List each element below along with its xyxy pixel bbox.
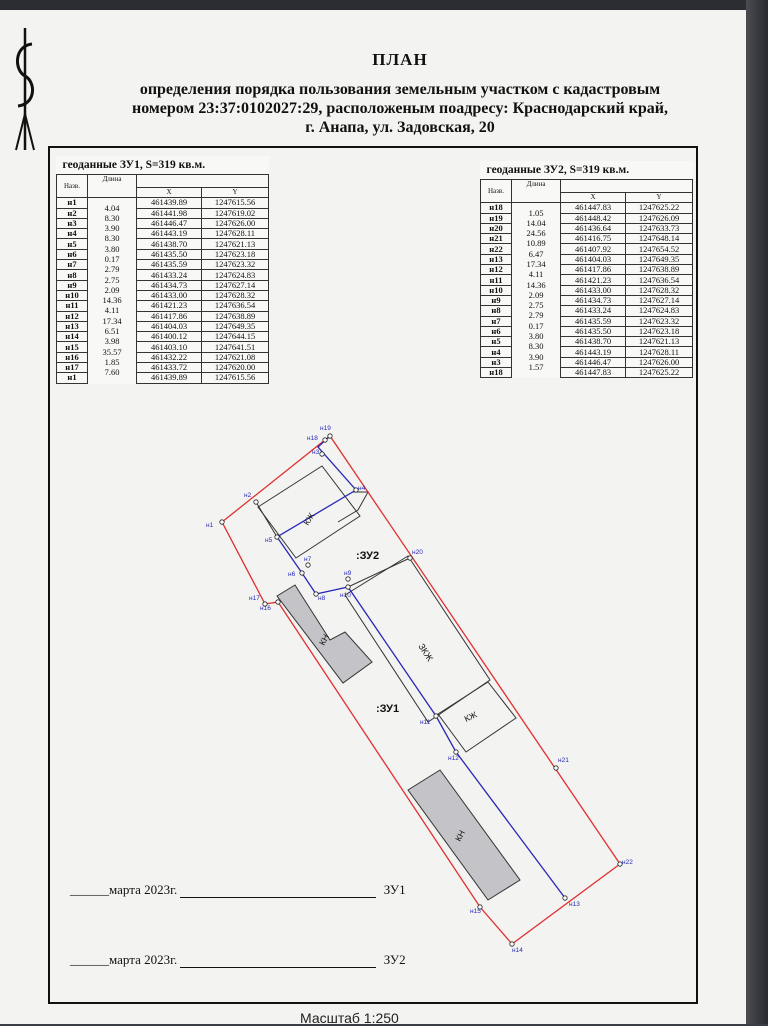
coord-x: 461404.03 (137, 321, 202, 331)
point-name: н1 (57, 373, 88, 383)
vertex-point (275, 535, 279, 539)
coord-y: 1247620.00 (202, 363, 269, 373)
coord-y: 1247628.32 (202, 290, 269, 300)
coord-y: 1247638.89 (202, 311, 269, 321)
point-name: н20 (481, 223, 512, 233)
segment-length-value: 2.75 (528, 300, 544, 311)
vertex-label: н19 (320, 425, 331, 432)
segment-length-value: 8.30 (104, 233, 120, 244)
signature-day-blank: ______ (70, 952, 109, 967)
coord-y: 1247649.35 (202, 321, 269, 331)
building-label-kn-1: КН (316, 632, 331, 647)
coord-y: 1247621.13 (202, 239, 269, 249)
coord-y: 1247628.32 (626, 285, 693, 295)
vertex-point (510, 942, 514, 946)
vertex-label: н12 (448, 755, 459, 762)
point-name: н13 (481, 254, 512, 264)
vertex-point (563, 896, 567, 900)
segment-length-value: 14.36 (102, 295, 122, 306)
point-name: н11 (481, 275, 512, 285)
vertex-label: н15 (470, 908, 481, 915)
coord-x: 461433.00 (137, 290, 202, 300)
point-name: н18 (481, 203, 512, 213)
vertex-label: н6 (288, 571, 296, 578)
coord-y: 1247628.11 (202, 229, 269, 239)
segment-length-value: 8.30 (528, 341, 544, 352)
coord-y: 1247626.00 (626, 357, 693, 367)
coord-y: 1247621.13 (626, 337, 693, 347)
point-name: н6 (57, 249, 88, 259)
segment-length-value: 3.90 (104, 223, 120, 234)
coord-x: 461436.64 (561, 223, 626, 233)
table-caption: геоданные ЗУ2, S=319 кв.м. (486, 163, 630, 176)
table-caption: геоданные ЗУ1, S=319 кв.м. (62, 158, 206, 171)
point-name: н18 (481, 368, 512, 378)
coord-y: 1247619.02 (202, 208, 269, 218)
vertex-label: н16 (260, 605, 271, 612)
coord-y: 1247624.83 (202, 270, 269, 280)
segment-length-value: 0.17 (104, 253, 120, 264)
vertex-label: н10 (340, 592, 351, 599)
vertex-label: н4 (358, 485, 366, 492)
coord-x: 461416.75 (561, 234, 626, 244)
vertex-point (306, 563, 310, 567)
coord-y: 1247636.54 (202, 301, 269, 311)
vertex-label: н11 (420, 719, 431, 726)
coord-y: 1247638.89 (626, 265, 693, 275)
coord-x: 461446.47 (561, 357, 626, 367)
point-name: н10 (57, 290, 88, 300)
coord-x: 461421.23 (561, 275, 626, 285)
coord-x: 461400.12 (137, 332, 202, 342)
vertex-label: н17 (249, 595, 260, 602)
land-plot-plan (0, 10, 746, 1024)
column-header: Y (626, 193, 693, 203)
segment-length-value: 0.17 (528, 320, 544, 331)
vertex-label: н9 (344, 570, 352, 577)
segment-length-value: 3.80 (104, 243, 120, 254)
point-name: н21 (481, 234, 512, 244)
coord-y: 1247625.22 (626, 203, 693, 213)
coord-y: 1247626.09 (626, 213, 693, 223)
zone-label-zu2: :ЗУ2 (356, 550, 380, 562)
coord-x: 461434.73 (137, 280, 202, 290)
point-name: н7 (481, 316, 512, 326)
vertex-point (328, 434, 332, 438)
vertex-point (323, 438, 327, 442)
coord-y: 1247654.52 (626, 244, 693, 254)
coord-y: 1247627.14 (202, 280, 269, 290)
subtitle-line-2: номером 23:37:0102027:29, расположеным поадресу: Краснодарский край, (131, 100, 669, 117)
point-name: н12 (57, 311, 88, 321)
coord-y: 1247625.22 (626, 368, 693, 378)
signature-blank (180, 967, 376, 968)
segment-length-value: 14.36 (526, 279, 546, 290)
coord-x: 461433.24 (137, 270, 202, 280)
segment-length-value: 3.80 (528, 331, 544, 341)
coord-x: 461435.59 (137, 260, 202, 270)
segment-length-value: 10.89 (526, 238, 546, 249)
division-line (277, 436, 565, 898)
coord-y: 1247623.32 (626, 316, 693, 326)
vertex-point (346, 585, 350, 589)
coord-y: 1247623.18 (626, 326, 693, 336)
segment-length-value: 4.11 (528, 269, 544, 280)
segment-length-value: 1.05 (528, 207, 544, 218)
point-name: н14 (57, 332, 88, 342)
segment-length-value: 3.98 (104, 336, 120, 347)
signature-blank (180, 897, 376, 898)
signature-date: марта 2023г. (109, 952, 178, 967)
segment-length-value: 4.11 (104, 305, 120, 316)
segment-length-value: 2.09 (104, 284, 120, 295)
segment-length-value: 17.34 (526, 258, 546, 269)
point-name: н19 (481, 213, 512, 223)
point-name: н6 (481, 326, 512, 336)
point-name: н16 (57, 352, 88, 362)
coord-x: 461447.83 (561, 203, 626, 213)
point-name: н9 (57, 280, 88, 290)
coord-y: 1247624.83 (626, 306, 693, 316)
coord-x: 461443.19 (137, 229, 202, 239)
segment-length-value: 17.34 (102, 315, 122, 326)
coord-x: 461433.24 (561, 306, 626, 316)
point-name: н4 (481, 347, 512, 357)
column-header: Y (202, 188, 269, 198)
column-header: Длина (88, 175, 137, 198)
column-header: Длина (512, 180, 561, 203)
signature-zone: ЗУ1 (383, 882, 406, 897)
point-name: н7 (57, 260, 88, 270)
vertex-point (276, 600, 280, 604)
coord-x: 461441.98 (137, 208, 202, 218)
vertex-label: н7 (304, 556, 312, 563)
monitor-bezel-right (746, 0, 768, 1024)
vertex-label: н3 (312, 449, 320, 456)
scale-label: Масштаб 1:250 (300, 1010, 399, 1026)
segment-length-value: 1.85 (104, 356, 120, 367)
segment-length-value: 14.04 (526, 217, 546, 228)
coord-x: 461443.19 (561, 347, 626, 357)
coord-x: 461403.10 (137, 342, 202, 352)
point-name: н1 (57, 198, 88, 208)
vertex-label: н1 (206, 522, 214, 529)
coord-x: 461433.72 (137, 363, 202, 373)
vertex-label: н2 (244, 492, 252, 499)
coord-x: 461438.70 (561, 337, 626, 347)
coord-y: 1247627.14 (626, 295, 693, 305)
point-name: н9 (481, 295, 512, 305)
coord-y: 1247633.73 (626, 223, 693, 233)
subtitle-line-1: определения порядка пользования земельным участком с кадастровым (139, 81, 661, 98)
signature-line-zu2 (70, 952, 406, 968)
segment-length-value: 35.57 (102, 346, 122, 357)
coord-x: 461448.42 (561, 213, 626, 223)
column-header: X (561, 193, 626, 203)
segment-length-value: 7.60 (104, 367, 120, 378)
coord-y: 1247648.14 (626, 234, 693, 244)
vertex-point (320, 452, 324, 456)
document-title: ПЛАН (372, 50, 428, 69)
segment-length-value: 2.79 (104, 264, 120, 275)
coord-x: 461439.89 (137, 198, 202, 208)
building-label-kzh-1: КЖ (301, 510, 317, 528)
point-name: н4 (57, 229, 88, 239)
coord-x: 461439.89 (137, 373, 202, 383)
signature-day-blank: ______ (70, 882, 109, 897)
point-name: н12 (481, 265, 512, 275)
column-header: Назв. (57, 175, 88, 198)
coord-y: 1247644.15 (202, 332, 269, 342)
vertex-label: н21 (558, 757, 569, 764)
coord-x: 461421.23 (137, 301, 202, 311)
vertex-label: н22 (622, 859, 633, 866)
coord-x: 461417.86 (561, 265, 626, 275)
signature-date: марта 2023г. (109, 882, 178, 897)
point-name: н3 (57, 218, 88, 228)
building-label-zkzh: ЗКЖ (416, 641, 436, 664)
coord-x: 461434.73 (561, 295, 626, 305)
coord-x: 461435.50 (137, 249, 202, 259)
segment-length-value: 6.51 (104, 326, 120, 336)
vertex-point (434, 714, 438, 718)
point-name: н11 (57, 301, 88, 311)
segment-length-value: 2.09 (528, 289, 544, 300)
coord-y: 1247621.08 (202, 352, 269, 362)
coord-x: 461447.83 (561, 368, 626, 378)
vertex-label: н13 (569, 901, 580, 908)
building-label-kzh-2: КЖ (462, 709, 479, 724)
segment-length-value: 2.75 (104, 274, 120, 285)
column-header: Назв. (481, 180, 512, 203)
coord-y: 1247615.56 (202, 198, 269, 208)
segment-length-value: 8.30 (104, 212, 120, 223)
vertex-label: н5 (265, 537, 273, 544)
coord-y: 1247626.00 (202, 218, 269, 228)
coord-y: 1247615.56 (202, 373, 269, 383)
segment-length-value: 1.57 (528, 361, 544, 372)
point-name: н2 (57, 208, 88, 218)
point-name: н5 (57, 239, 88, 249)
coord-y: 1247636.54 (626, 275, 693, 285)
coord-y: 1247623.18 (202, 249, 269, 259)
coord-y: 1247641.51 (202, 342, 269, 352)
coord-y: 1247628.11 (626, 347, 693, 357)
coord-x: 461435.59 (561, 316, 626, 326)
vertex-point (346, 577, 350, 581)
segment-length-value: 3.90 (528, 351, 544, 362)
vertex-point (454, 750, 458, 754)
point-name: н3 (481, 357, 512, 367)
point-name: н8 (481, 306, 512, 316)
plot-boundary (222, 436, 620, 944)
column-header: X (137, 188, 202, 198)
segment-length-value: 4.04 (104, 202, 120, 213)
point-name: н10 (481, 285, 512, 295)
point-name: н13 (57, 321, 88, 331)
vertex-point (408, 556, 412, 560)
subtitle-line-3: г. Анапа, ул. Задовская, 20 (305, 119, 495, 136)
coord-x: 461435.50 (561, 326, 626, 336)
signature-zone: ЗУ2 (383, 952, 406, 967)
coord-y: 1247649.35 (626, 254, 693, 264)
segment-length-value: 6.47 (528, 248, 544, 259)
document-page (0, 10, 746, 1024)
vertex-label: н20 (412, 549, 423, 556)
coord-x: 461432.22 (137, 352, 202, 362)
point-name: н22 (481, 244, 512, 254)
building-label-kn-2: КН (452, 828, 467, 843)
coord-x: 461446.47 (137, 218, 202, 228)
point-name: н17 (57, 363, 88, 373)
point-name: н8 (57, 270, 88, 280)
segment-length-value: 24.56 (526, 228, 546, 239)
segment-length-value: 2.79 (528, 310, 544, 321)
vertex-label: н8 (318, 595, 326, 602)
coord-x: 461438.70 (137, 239, 202, 249)
vertex-label: н14 (512, 947, 523, 954)
point-name: н5 (481, 337, 512, 347)
vertex-point (554, 766, 558, 770)
vertex-point (300, 571, 304, 575)
coord-x: 461407.92 (561, 244, 626, 254)
signature-line-zu1 (70, 882, 406, 898)
vertex-label: н18 (307, 435, 318, 442)
coord-x: 461417.86 (137, 311, 202, 321)
coord-x: 461433.00 (561, 285, 626, 295)
vertex-point (220, 520, 224, 524)
zone-label-zu1: :ЗУ1 (376, 703, 400, 715)
coord-x: 461404.03 (561, 254, 626, 264)
vertex-point (254, 500, 258, 504)
coord-y: 1247623.32 (202, 260, 269, 270)
point-name: н15 (57, 342, 88, 352)
